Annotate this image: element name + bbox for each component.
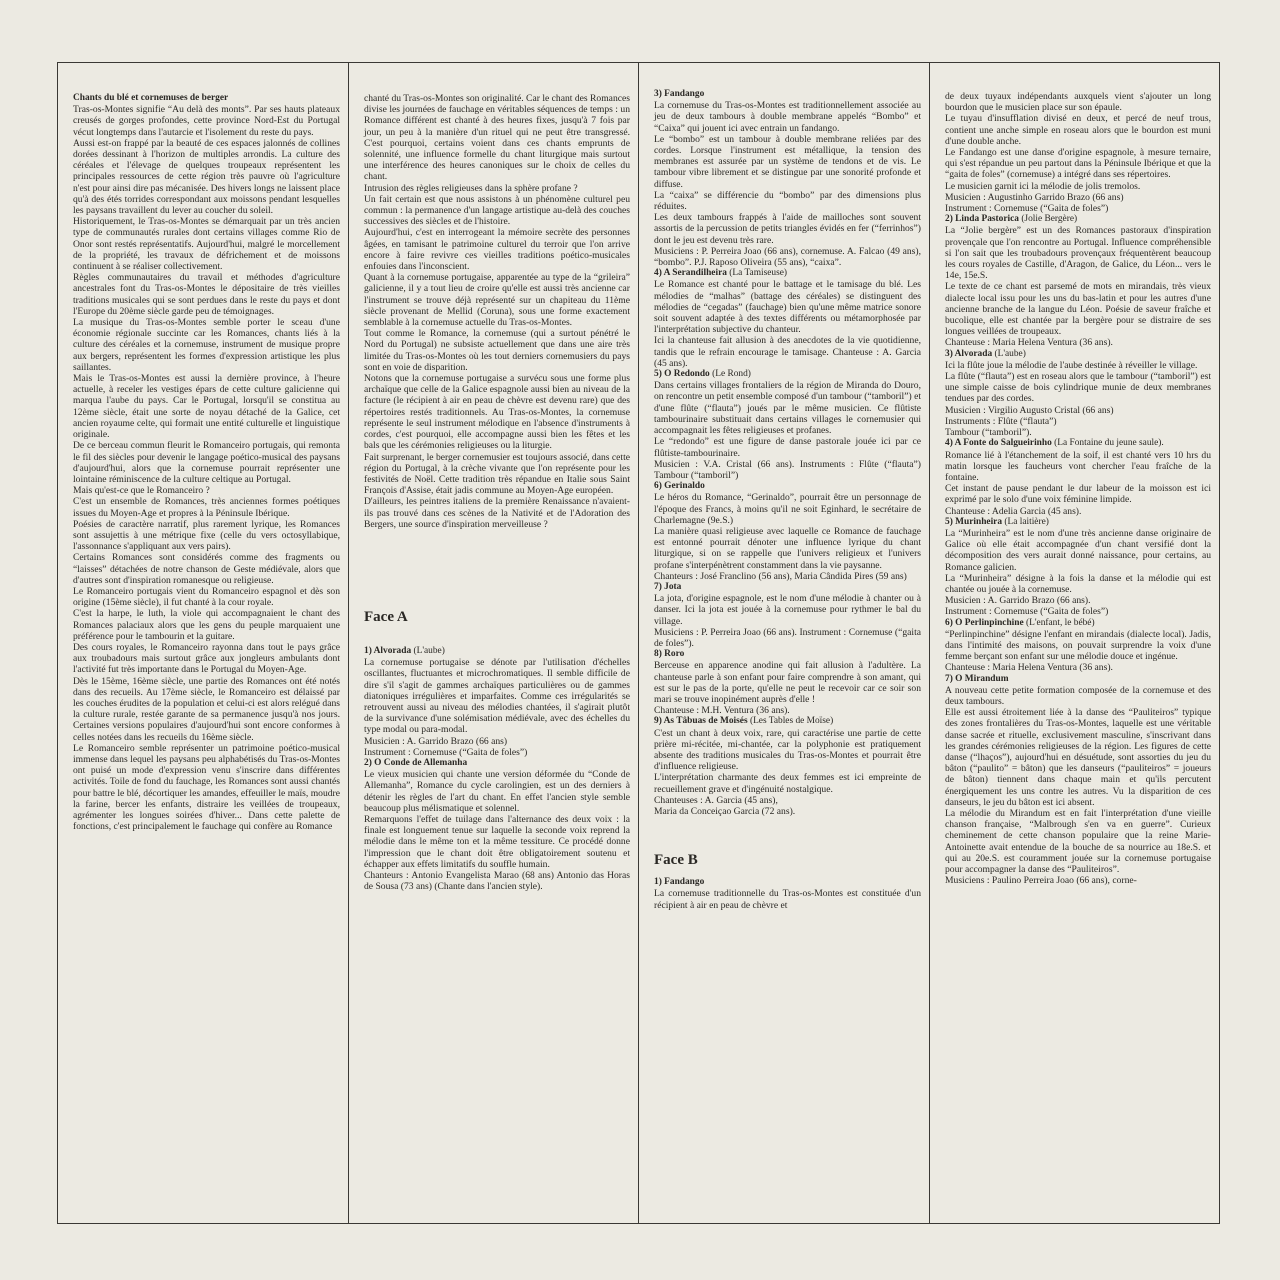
- paragraph: La “Murinheira” désigne à la fois la danse et la mélodie qui est chantée ou jouée à la cornemuse.: [945, 572, 1211, 595]
- track-heading: 2) Linda Pastorica (Jolie Bergère): [945, 214, 1078, 225]
- paragraph: La “Murinheira” est le nom d'une très ancienne danse originaire de Galice où elle était accompagnée d'un chant versifié dont la décomposition des vers aurait donné naissance, pour certains, au Romance galicien.: [945, 527, 1211, 573]
- track-heading: 7) O Mirandum: [945, 673, 1009, 684]
- paragraph: Musicien : A. Garrido Brazo (66 ans).: [945, 595, 1091, 607]
- paragraph: Instrument : Cornemuse (“Gaita de foles”): [364, 746, 528, 758]
- track-heading: 8) Roro: [654, 649, 685, 660]
- paragraph: La flûte (“flauta”) est en roseau alors que le tambour (“tamboril”) est une simple caisse de bois cylindrique munie de deux membranes tendues par des cordes.: [945, 371, 1211, 405]
- paragraph: Mais qu'est-ce que le Romanceiro ?: [73, 485, 210, 497]
- column-4: [929, 63, 1219, 1223]
- column-2: [348, 63, 638, 1223]
- paragraph: Mais le Tras-os-Montes est aussi la dernière province, à l'heure actuelle, à receler les vestiges épars de cette culture galicienne qui marqua l'aube du pays. Car le Portugal, lorsqu'il se constitua au 12ème siècle, était une sorte de noyau détaché de la Galice, cet ancien royaume celte, qui formait une entité culturelle et linguistique originale.: [73, 373, 340, 441]
- paragraph: Le musicien garnit ici la mélodie de jolis tremolos.: [945, 180, 1141, 192]
- paragraph: Instrument : Cornemuse (“Gaita de foles”): [945, 606, 1109, 618]
- paragraph: Un fait certain est que nous assistons à un phénomène culturel peu commun : la permanence d'un langage artistique au-delà des couches successives des siècles et de l'histoire.: [364, 193, 630, 228]
- paragraph: C'est un chant à deux voix, rare, qui caractérise une partie de cette prière mi-récitée, mi-chantée, car la polyphonie est pratiquement absente des traditions musicales du Tras-os-Montes et pourrait être d'influence religieuse.: [654, 727, 921, 773]
- paragraph: Des cours royales, le Romanceiro rayonna dans tout le pays grâce aux troubadours mais surtout grâce aux jongleurs ambulants dont l'activité fut très importante dans le Portugal du Moyen-Age.: [73, 641, 340, 676]
- track-heading: 1) Fandango: [654, 877, 705, 888]
- paragraph: La “caixa” se différencie du “bombo” par des dimensions plus réduites.: [654, 189, 921, 213]
- paragraph: Le Romanceiro portugais vient du Romanceiro espagnol et dès son origine (15ème siècle), il fut chanté à la cour royale.: [73, 585, 340, 609]
- paragraph: Le tuyau d'insufflation divisé en deux, et percé de neuf trous, contient une anche simple en roseau alors que le bourdon est muni d'une double anche.: [945, 113, 1211, 147]
- paragraph: La mélodie du Mirandum est en fait l'interprétation d'une vieille chanson française, “Malbrough s'en va en guerre”. Curieux cheminement de cette chanson populaire que la reine Marie-Antoinette avait entendue de la bouche de sa nourrice au 18e.S. et qui au 20e.S. est couramment jouée sur la cornemuse portugaise pour accompagner la danse des “Pauliteiros”.: [945, 808, 1211, 876]
- track-heading: 6) O Perlinpinchine (L'enfant, le bébé): [945, 617, 1095, 628]
- paragraph: Instruments : Flûte (“flauta”): [945, 415, 1057, 427]
- paragraph: Chanteurs : Antonio Evangelista Marao (68 ans) Antonio das Horas de Sousa (73 ans) (Chante dans l'ancien style).: [364, 869, 630, 893]
- paragraph: C'est la harpe, le luth, la viole qui accompagnaient le chant des Romances palaciaux alors que les gens du peuple marquaient une préférence pour le tambourin et la guitare.: [73, 608, 340, 642]
- track-heading: 9) As Tâbuas de Moisés (Les Tables de Moïse): [654, 716, 834, 727]
- paragraph: Tras-os-Montes signifie “Au delà des monts”. Par ses hauts plateaux creusés de gorges profondes, cette province Nord-Est du Portugal vécut longtemps dans l'autarcie et l'isolement du reste du pays.: [73, 104, 340, 138]
- track-heading: 7) Jota: [654, 581, 682, 592]
- paragraph: Musicien : V.A. Cristal (66 ans). Instruments : Flûte (“flauta”) Tambour (“tamboril”): [654, 458, 921, 481]
- section-title: Chants du blé et cornemuses de berger: [73, 93, 229, 103]
- paragraph: Aujourd'hui, c'est en interrogeant la mémoire secrète des personnes âgées, en tamisant le patrimoine culturel du terroir que l'on arrive encore à faire revivre ces vieilles traditions poético-musicales enfouies dans l'inconscient.: [364, 227, 630, 273]
- paragraph: Règles communautaires du travail et méthodes d'agriculture ancestrales font du Tras-os-Montes le dépositaire de très vieilles traditions musicales qui se sont perdues dans le reste du pays et dont l'Europe du 20ème siècle garde peu de témoignages.: [73, 272, 340, 317]
- track-heading: 3) Alvorada (L'aube): [945, 348, 1026, 359]
- paragraph: Le “redondo” est une figure de danse pastorale jouée ici par ce flûtiste-tambourinaire.: [654, 436, 921, 459]
- paragraph: Berceuse en apparence anodine qui fait allusion à l'adultère. La chanteuse parle à son enfant pour faire comprendre à son amant, qui est sur le pas de la porte, qu'elle ne peut le recevoir car ce soir son mari se trouve inopinément auprès d'elle !: [654, 660, 921, 705]
- paragraph: L'interprétation charmante des deux femmes est ici empreinte de recueillement grave et d'ingénuité nostalgique.: [654, 772, 921, 795]
- paragraph: La cornemuse traditionnelle du Tras-os-Montes est constituée d'un récipient à air en peau de chèvre et: [654, 888, 921, 911]
- track-heading: 4) A Fonte do Salgueirinho (La Fontaine du jeune saule).: [945, 438, 1164, 449]
- paragraph: Ici la flûte joue la mélodie de l'aube destinée à réveiller le village.: [945, 359, 1198, 371]
- paragraph: Notons que la cornemuse portugaise a survécu sous une forme plus archaïque que celle de la Galice espagnole aussi bien au niveau de la facture (le récipient à air en peau de chèvre est devenu rare) que des répertoires restés traditionnels. Au Tras-os-Montes, la cornemuse représente le seul instrument mélodique en l'absence d'instruments à cordes, c'est pourquoi, elle accompagne aussi bien les fêtes et les bals que les cérémonies religieuses ou la liturgie.: [364, 373, 630, 452]
- paragraph: Maria da Conceiçao Garcia (72 ans).: [654, 806, 796, 817]
- paragraph: Intrusion des règles religieuses dans la sphère profane ?: [364, 182, 578, 194]
- paragraph: Aussi est-on frappé par la beauté de ces espaces jalonnés de collines dorées dessinant à l'horizon de multiples arrondis. La culture des céréales et l'élevage de quelques troupeaux représentent les principales ressources de cette région très pauvre où l'agriculture n'est pour ainsi dire pas mécanisée. Des hivers longs ne laissent place qu'à des étés torrides correspondant aux moissons pendant lesquelles les paysans travaillent du lever au coucher du soleil.: [73, 137, 340, 217]
- paragraph: La cornemuse du Tras-os-Montes est traditionnellement associée au jeu de deux tambours à double membrane appelés “Bombo” et “Caixa” qui jouent ici avec entrain un fandango.: [654, 100, 921, 134]
- paragraph: Le vieux musicien qui chante une version déformée du “Conde de Allemanha”, Romance du cycle carolingien, est un des derniers à détenir les règles de l'art du chant. En effet l'ancien style semble beaucoup plus mélismatique et solennel.: [364, 769, 630, 814]
- paragraph: Le Fandango est une danse d'origine espagnole, à mesure ternaire, qui s'est répandue un peu partout dans la Péninsule Ibérique et que la “gaita de foles” (cornemuse) a intégré dans ses répertoires.: [945, 147, 1211, 181]
- paragraph: Musiciens : P. Perreira Joao (66 ans), cornemuse. A. Falcao (49 ans), “bombo”. P.J. Raposo Oliveira (55 ans), “caixa”.: [654, 245, 921, 269]
- paragraph: Le texte de ce chant est parsemé de mots en mirandais, très vieux dialecte local issu pour les uns du bas-latin et pour les autres d'une ancienne branche de la langue du Léon. Poésie de saveur fraîche et bucolique, elle est chantée par la bergère pour se distraire de ses longues veillées de troupeaux.: [945, 281, 1211, 338]
- liner-notes-sheet: [57, 62, 1220, 1224]
- paragraph: de deux tuyaux indépendants auxquels vient s'ajouter un long bourdon que le musicien place sur son épaule.: [945, 91, 1211, 114]
- paragraph: Dans certains villages frontaliers de la région de Miranda do Douro, on rencontre un petit ensemble composé d'un tambour (“tamboril”) et d'une flûte (“flauta”) joués par le même musicien. Ce flûtiste tambourinaire substituait dans certains villages le cornemusier qui accompagnait les fêtes religieuses et profanes.: [654, 380, 921, 437]
- paragraph: D'ailleurs, les peintres italiens de la première Renaissance n'avaient-ils pas trouvé dans ces scènes de la Nativité et de l'Adoration des Bergers, une source d'inspiration merveilleuse ?: [364, 496, 630, 530]
- paragraph: chanté du Tras-os-Montes son originalité. Car le chant des Romances divise les journées de fauchage en véritables séquences de temps : un Romance différent est chanté à des heures fixes, jusqu'à 7 fois par jour, un peu à la manière d'un rituel qui ne peut être transgressé. C'est pourquoi, certains voient dans ces chants emprunts de solennité, une influence formelle du chant liturgique mais surtout une interférence des heures canoniques sur le choix de celles du chant.: [364, 93, 630, 183]
- paragraph: C'est un ensemble de Romances, très anciennes formes poétiques issues du Moyen-Age et propres à la Péninsule Ibérique.: [73, 496, 340, 519]
- track-heading: 4) A Serandilheira (La Tamiseuse): [654, 268, 788, 279]
- paragraph: Historiquement, le Tras-os-Montes se démarquait par un très ancien type de communautés rurales dont certains villages comme Rio de Onor sont restés représentatifs. Aujourd'hui, malgré le morcellement de la propriété, les travaux de défrichement et de moissons continuent à se réaliser collectivement.: [73, 216, 340, 273]
- paragraph: Poésies de caractère narratif, plus rarement lyrique, les Romances sont assujettis à une métrique fixe (celle du vers octosyllabique, l'assonnance s'appliquant aux vers pairs).: [73, 518, 340, 553]
- paragraph: Chanteuse : M.H. Ventura (36 ans).: [654, 705, 790, 717]
- paragraph: Le “bombo” est un tambour à double membrane reliées par des cordes. Lorsque l'instrument est métallique, la tension des membranes est assurée par un système de tendons et de vis. Le tambour vibre librement et se distingue par une sonorité profonde et diffuse.: [654, 133, 921, 190]
- paragraph: Musiciens : P. Perreira Joao (66 ans). Instrument : Cornemuse (“gaita de foles”).: [654, 626, 921, 649]
- column-3: [638, 63, 929, 1223]
- track-heading: 5) Murinheira (La laitière): [945, 516, 1049, 527]
- paragraph: Musicien : Augustinho Garrido Brazo (66 ans): [945, 191, 1124, 203]
- paragraph: Ici la chanteuse fait allusion à des anecdotes de la vie quotidienne, tandis que le refrain encourage le tamisage. Chanteuse : A. Garcia (45 ans).: [654, 335, 921, 369]
- paragraph: Chanteuse : Maria Helena Ventura (36 ans).: [945, 662, 1113, 674]
- track-heading: 3) Fandango: [654, 89, 705, 99]
- track-heading: 1) Alvorada (L'aube): [364, 645, 445, 656]
- track-heading: 6) Gerinaldo: [654, 481, 705, 492]
- track-heading: 5) O Redondo (Le Rond): [654, 369, 751, 380]
- paragraph: Musicien : A. Garrido Brazo (66 ans): [364, 735, 508, 747]
- paragraph: Les deux tambours frappés à l'aide de mailloches sont souvent assortis de la percussion de petits triangles évidés en fer (“ferrinhos”) dont le jeu est devenu très rare.: [654, 212, 921, 246]
- paragraph: Chanteurs : José Franclino (56 ans), Maria Cândida Pires (59 ans): [654, 570, 907, 582]
- paragraph: Tout comme le Romance, la cornemuse (qui a surtout pénétré le Nord du Portugal) ne subsiste actuellement que dans une aire très limitée du Tras-os-Montes où les tout derniers cornemusiers du pays sont en voie de disparition.: [364, 328, 630, 373]
- paragraph: Remarquons l'effet de tuilage dans l'alternance des deux voix : la finale est longuement tenue sur laquelle la seconde voix reprend la mélodie dans le même ton et la même tessiture. Ce procédé donne l'impression que le chant doit être obligatoirement soutenu et échapper aux effets limitatifs du souffle humain.: [364, 813, 630, 870]
- paragraph: Chanteuse : Adelia Garcia (45 ans).: [945, 505, 1082, 517]
- paragraph: A nouveau cette petite formation composée de la cornemuse et des deux tambours.: [945, 684, 1211, 707]
- paragraph: Instrument : Cornemuse (“Gaita de foles”): [945, 203, 1109, 215]
- paragraph: Quant à la cornemuse portugaise, apparentée au type de la “grileira” galicienne, il y a tout lieu de croire qu'elle est aussi très ancienne car l'instrument se trouve déjà représenté sur un chapiteau du 11ème siècle provenant de Mellid (Coruna), sous une forme exactement semblable à la cornemuse actuelle du Tras-os-Montes.: [364, 272, 630, 329]
- paragraph: Chanteuses : A. Garcia (45 ans),: [654, 794, 778, 806]
- face-a-heading: Face A: [364, 608, 408, 625]
- paragraph: Musicien : Virgilio Augusto Cristal (66 ans): [945, 404, 1114, 416]
- paragraph: Musiciens : Paulino Perreira Joao (66 ans), corne-: [945, 875, 1137, 887]
- paragraph: La musique du Tras-os-Montes semble porter le sceau d'une économie régionale succinte car les Romances, chants liés à la culture des céréales et la cornemuse, instrument de musique propre aux bergers, représentent les formes d'expression artistique les plus saillantes.: [73, 317, 340, 373]
- column-1: [58, 63, 348, 1223]
- paragraph: Le Romanceiro semble représenter un patrimoine poético-musical immense dans lequel les paysans peu alphabétisés du Tras-os-Montes ont puisé un mode d'expression venu s'inscrire dans différentes activités. Toile de fond du fauchage, les Romances sont aussi chantés pour battre le blé, décortiquer les amandes, effeuiller le maïs, moudre la farine, bercer les enfants, distraire les veillées de troupeaux, agrémenter les longues soirées d'hiver... Dans cette palette de fonctions, c'est principalement le fauchage qui confère au Romance: [73, 742, 340, 833]
- paragraph: Elle est aussi étroitement liée à la danse des “Pauliteiros” typique des zones frontalières du Tras-os-Montes, laquelle est une véritable danse sacrée et rituelle, exclusivement masculine, s'inscrivant dans les grandes cérémonies religieuses de la région. Les figures de cette danse (“lhaços”), aujourd'hui en désuétude, sont assorties du jeu du bâton (“paulito” = bâton) que les danseurs (“pauliteiros” = joueurs de bâton) tiennent dans chaque main et qu'ils percutent énergiquement les uns contre les autres. Vu la disparition de ces danseurs, le jeu du bâton est ici absent.: [945, 707, 1211, 808]
- paragraph: Chanteuse : Maria Helena Ventura (36 ans).: [945, 337, 1113, 349]
- paragraph: Le Romance est chanté pour le battage et le tamisage du blé. Les mélodies de “malhas” (battage des céréales) se distinguent des mélodies de “cegadas” (fauchage) bien qu'une même matrice sonore soit souvent adaptée à des textes différents ou métamorphosée par l'interprétation subjective du chanteur.: [654, 279, 921, 336]
- paragraph: De ce berceau commun fleurit le Romanceiro portugais, qui remonta le fil des siècles pour devenir le langage poético-musical des paysans d'aujourd'hui, alors que la cornemuse pourrait représenter une lointaine réminiscence de la culture celtique au Portugal.: [73, 440, 340, 485]
- paragraph: Fait surprenant, le berger cornemusier est toujours associé, dans cette région du Portugal, à la crèche vivante que l'on représente pour les festivités de Noël. Cette tradition très répandue en Italie sous Saint François d'Assise, était jadis commune au Moyen-Age européen.: [364, 451, 630, 497]
- paragraph: Certains Romances sont considérés comme des fragments ou “laisses” détachées de notre chanson de Geste médiévale, alors que d'autres sont d'inspiration romanesque ou religieuse.: [73, 552, 340, 586]
- paragraph: La jota, d'origine espagnole, est le nom d'une mélodie à chanter ou à danser. Ici la jota est jouée à la cornemuse pour rythmer le bal du village.: [654, 593, 921, 627]
- face-b-heading: Face B: [654, 852, 698, 869]
- paragraph: Tambour (“tamboril”).: [945, 427, 1032, 439]
- paragraph: Le héros du Romance, “Gerinaldo”, pourrait être un personnage de l'époque des Francs, à moins qu'il ne soit Eginhard, le secrétaire de Charlemagne (9e.S.): [654, 492, 921, 526]
- paragraph: “Perlinpinchine” désigne l'enfant en mirandais (dialecte local). Jadis, dans l'intimité des maisons, on pouvait surprendre la voix d'une femme berçant son enfant sur une mélodie douce et ingénue.: [945, 628, 1211, 663]
- paragraph: Dès le 15ème, 16ème siècle, une partie des Romances ont été notés dans des recueils. Au 17ème siècle, le Romanceiro est délaissé par les couches érudites de la population et celui-ci est alors relégué dans la culture rurale, restée garante de sa permanence jusqu'à nos jours. Certaines versions populaires d'aujourd'hui sont encore conformes à celles notées dans les recueils du 16ème siècle.: [73, 675, 340, 743]
- paragraph: Romance lié à l'étanchement de la soif, il est chanté vers 10 hrs du matin lorsque les faucheurs vont chercher l'eau fraîche de la fontaine.: [945, 449, 1211, 483]
- paragraph: La manière quasi religieuse avec laquelle ce Romance de fauchage est entonné pourrait dénoter une influence lyrique du chant liturgique, si on se rappelle que l'univers religieux et l'univers profane s'interpénètrent constamment dans la vie paysanne.: [654, 525, 921, 571]
- paragraph: Cet instant de pause pendant le dur labeur de la moisson est ici exprimé par le solo d'une voix féminine limpide.: [945, 483, 1211, 506]
- track-heading: 2) O Conde de Allemanha: [364, 757, 468, 768]
- paragraph: La “Jolie bergère” est un des Romances pastoraux d'inspiration provençale que l'on rencontre au Portugal. Influence compréhensible si l'on sait que les troubadours provençaux fréquentèrent beaucoup les cours royales de Castille, d'Aragon, de Galice, du Léon... vers le 14e, 15e.S.: [945, 225, 1211, 282]
- paragraph: La cornemuse portugaise se dénote par l'utilisation d'échelles oscillantes, fluctuantes et microchromatiques. Il semble difficile de dire s'il s'agit de gammes archaïques particulières ou de gammes diatoniques irrégulières et imparfaites. Comme ces irrégularités se retrouvent aussi au niveau des mélodies chantées, il s'agirait plutôt de la survivance d'une solémisation médiévale, avec des échelles du type modal ou para-modal.: [364, 657, 630, 736]
